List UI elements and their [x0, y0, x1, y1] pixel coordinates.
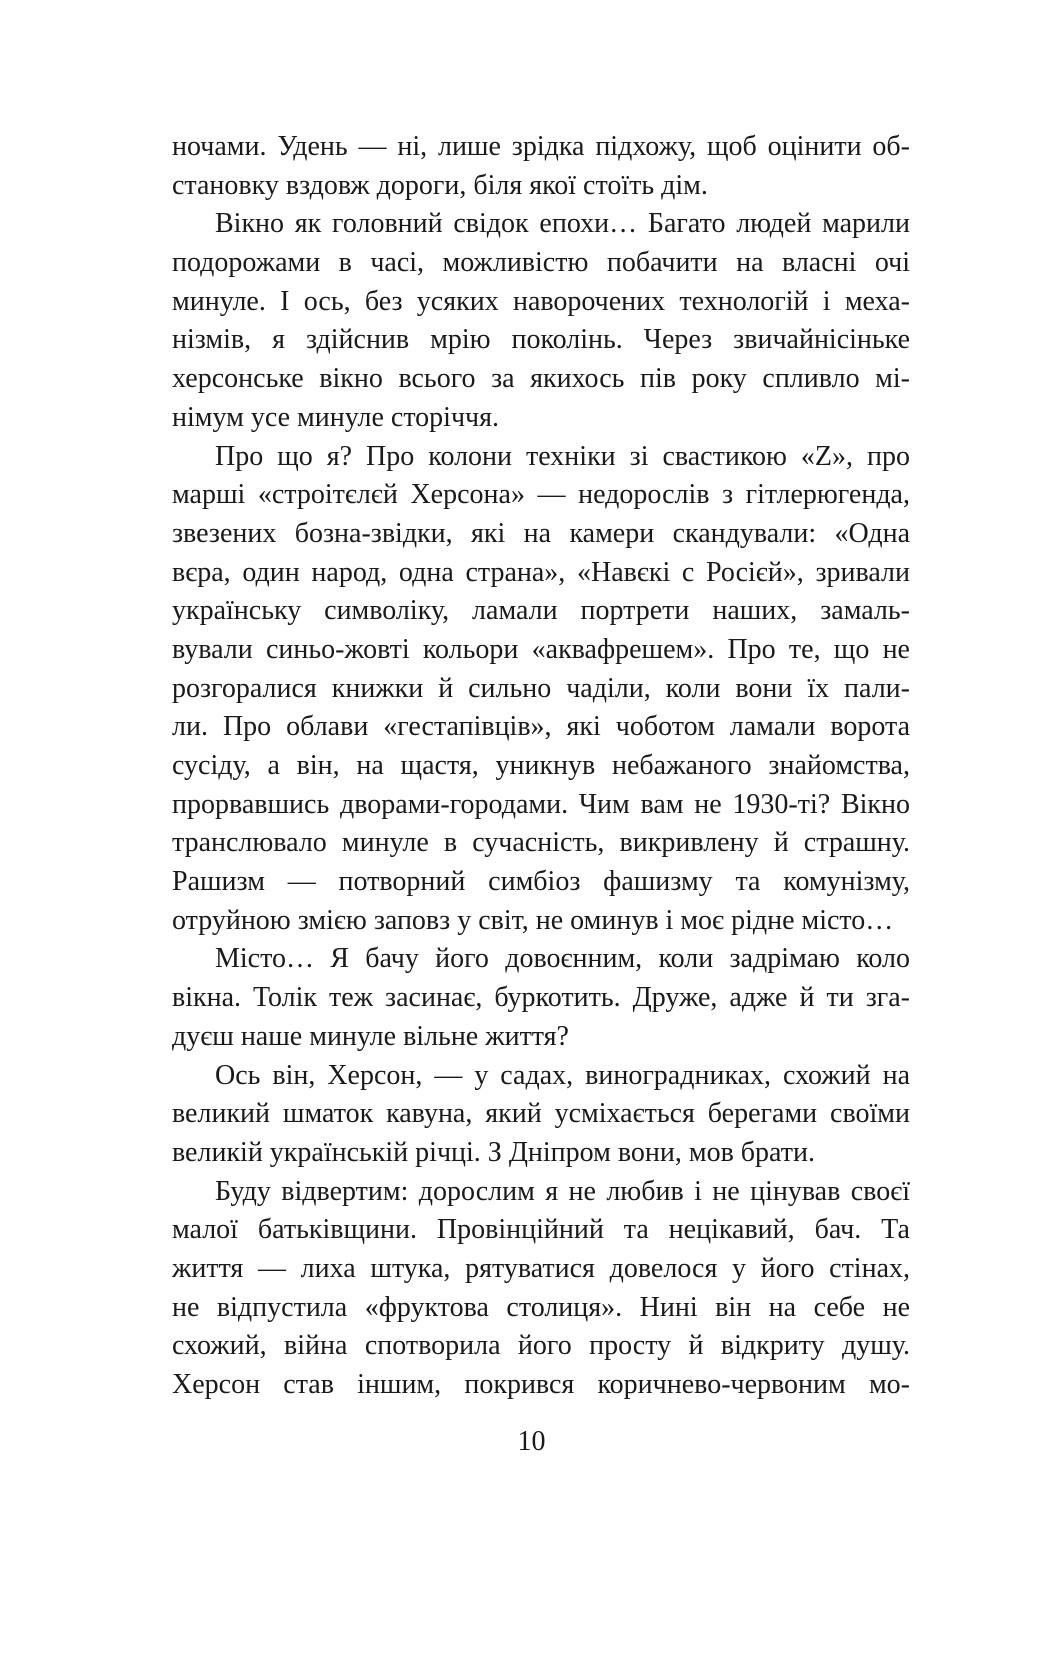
- text-line: звезених бозна-звідки, які на камери скандували: «Одна: [172, 517, 910, 549]
- text-line: сусіду, а він, на щастя, уникнув небажаного знайомства,: [172, 750, 910, 781]
- paragraph: [172, 438, 910, 941]
- text-line: не відпустила «фруктова столиця». Нині він на себе не: [172, 1291, 910, 1323]
- paragraph: [172, 1057, 910, 1173]
- paragraph: [172, 940, 910, 1056]
- text-line: минуле. І ось, без усяких наворочених технологій і меха-: [172, 285, 910, 317]
- text-line: нізмів, я здійснив мрію поколінь. Через звичайнісіньке: [172, 324, 910, 356]
- text-line: українську символіку, ламали портрети наших, замаль-: [172, 595, 910, 627]
- text-line: розгоралися книжки й сильно чаділи, коли вони їх пали-: [172, 672, 910, 704]
- text-line: марші «строітєлєй Херсона» — недорослів з гітлерюгенда,: [172, 479, 910, 511]
- paragraph: [172, 128, 910, 205]
- text-line: отруйною змією заповз у світ, не оминув і моє рідне місто…: [172, 904, 894, 936]
- text-line: вікна. Толік теж засинає, буркотить. Друже, адже й ти зга-: [172, 982, 910, 1014]
- text-line: великий шматок кавуна, який усміхається берегами своїми: [172, 1098, 910, 1130]
- text-line: Про що я? Про колони техніки зі свастикою «Z», про: [215, 440, 910, 472]
- body-text: [172, 128, 910, 1405]
- text-line: великій українській річці. З Дніпром вони, мов брати.: [172, 1136, 815, 1168]
- text-line: життя — лиха штука, рятуватися довелося у його стінах,: [172, 1252, 910, 1284]
- text-line: подорожами в часі, можливістю побачити на власні очі: [172, 247, 910, 279]
- text-line: схожий, війна спотворила його просту й відкриту душу.: [172, 1330, 910, 1362]
- page-number: 10: [517, 1426, 546, 1457]
- text-line: Ось він, Херсон, — у садах, виноградниках, схожий на: [215, 1059, 910, 1091]
- text-line: німум усе минуле сторіччя.: [172, 401, 500, 433]
- text-line: малої батьківщини. Провінційний та нецікавий, бач. Та: [172, 1214, 910, 1246]
- text-line: прорвавшись дворами-городами. Чим вам не 1930-ті? Вікно: [172, 788, 910, 820]
- text-line: херсонське вікно всього за якихось пів року спливло мі-: [172, 363, 910, 395]
- paragraph: [172, 205, 910, 437]
- text-line: вували синьо-жовті кольори «аквафрешем». Про те, що не: [172, 633, 910, 665]
- text-line: Херсон став іншим, покрився коричнево-червоним мо-: [172, 1369, 910, 1400]
- paragraph: [172, 1173, 910, 1405]
- text-line: дуєш наше минуле вільне життя?: [172, 1020, 569, 1052]
- text-line: транслювало минуле в сучасність, викривлену й страшну.: [172, 827, 910, 859]
- text-line: вєра, один народ, одна страна», «Навєкі с Росієй», зривали: [172, 556, 910, 588]
- text-line: становку вздовж дороги, біля якої стоїть дім.: [172, 169, 708, 201]
- text-line: ночами. Удень — ні, лише зрідка підхожу, щоб оцінити об-: [172, 131, 910, 162]
- text-line: Вікно як головний свідок епохи… Багато людей марили: [215, 208, 910, 240]
- text-line: Рашизм — потворний симбіоз фашизму та комунізму,: [172, 866, 910, 898]
- text-line: Місто… Я бачу його довоєнним, коли задрімаю коло: [215, 943, 910, 975]
- text-line: ли. Про облави «гестапівців», які чоботом ламали ворота: [172, 711, 910, 743]
- text-line: Буду відвертим: дорослим я не любив і не цінував своєї: [215, 1175, 910, 1207]
